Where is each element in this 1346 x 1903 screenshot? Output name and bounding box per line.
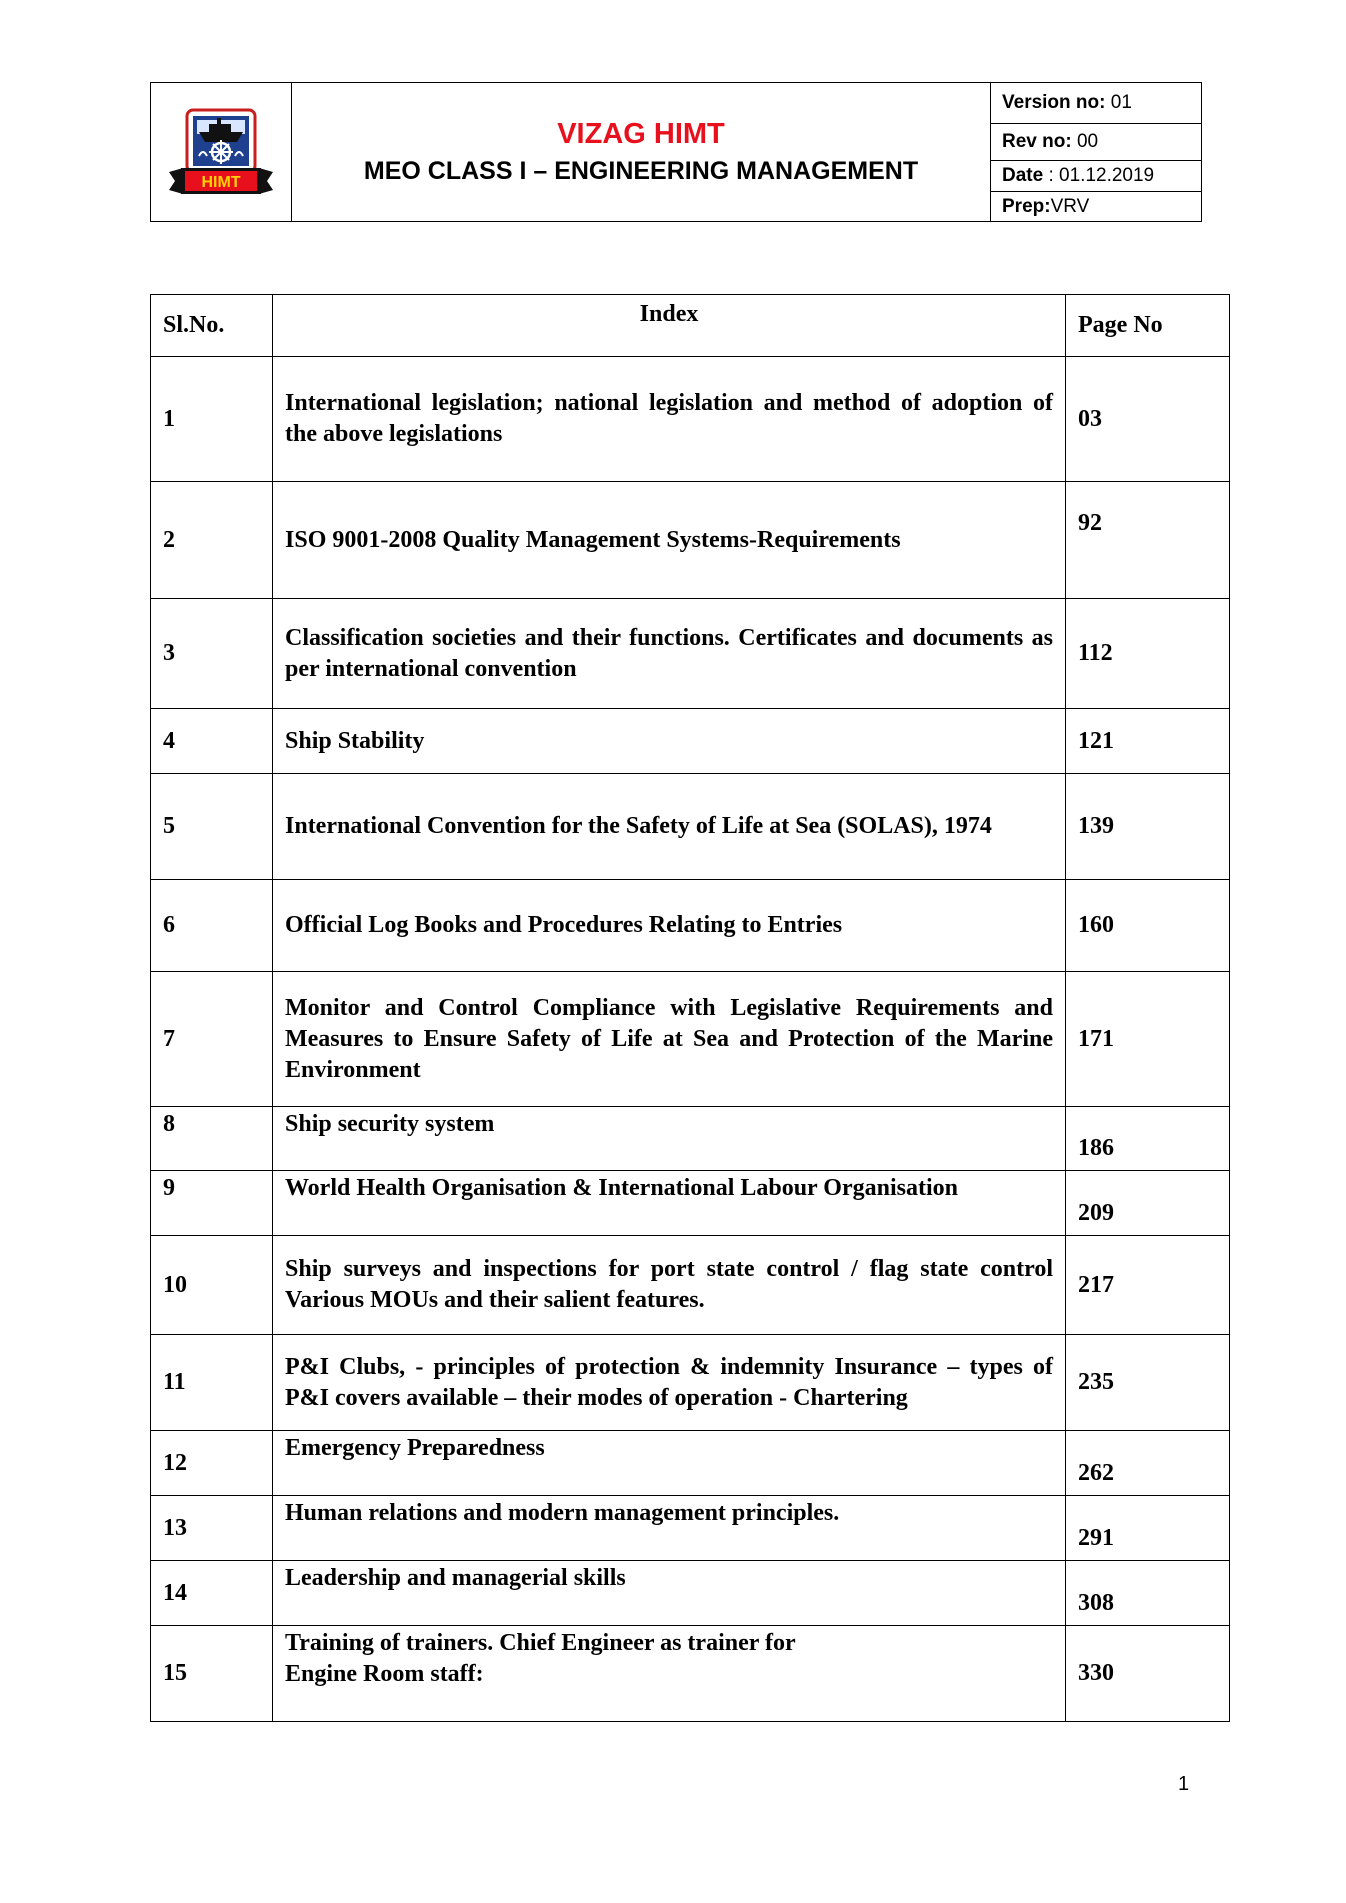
table-row: [151, 1107, 1230, 1171]
rev-row: [991, 124, 1201, 160]
row-title-line2: Engine Room staff:: [285, 1661, 484, 1687]
table-row: [151, 709, 1230, 774]
row-title-line1: Training of trainers. Chief Engineer as trainer for: [285, 1630, 796, 1656]
row-sl: 4: [151, 709, 273, 774]
row-sl: 13: [151, 1496, 273, 1561]
row-page: 139: [1066, 774, 1230, 880]
header-sl-no: Sl.No.: [151, 295, 273, 357]
row-title[interactable]: Classification societies and their functions. Certificates and documents as per international convention: [273, 599, 1066, 709]
row-title[interactable]: [273, 1626, 1066, 1722]
row-page: 291: [1066, 1496, 1230, 1561]
table-row: [151, 774, 1230, 880]
page-number: 1: [1178, 1773, 1190, 1795]
document-header: [150, 82, 1202, 222]
header-index: Index: [273, 295, 1066, 357]
table-row: [151, 1496, 1230, 1561]
table-header-row: [151, 295, 1230, 357]
date-label: Date: [1002, 164, 1044, 186]
table-row: [151, 880, 1230, 972]
row-sl: 9: [151, 1171, 273, 1236]
table-row: [151, 1236, 1230, 1335]
header-titles: [292, 83, 990, 221]
row-page: 03: [1066, 357, 1230, 482]
row-title[interactable]: International legislation; national legislation and method of adoption of the above legislations: [273, 357, 1066, 482]
row-sl: 10: [151, 1236, 273, 1335]
row-sl: 1: [151, 357, 273, 482]
logo-cell: [151, 83, 292, 221]
row-page: 308: [1066, 1561, 1230, 1626]
row-page: 235: [1066, 1335, 1230, 1431]
row-page: 330: [1066, 1626, 1230, 1722]
row-title[interactable]: Human relations and modern management principles.: [273, 1496, 1066, 1561]
table-row: [151, 1335, 1230, 1431]
header-page-no: Page No: [1066, 295, 1230, 357]
date-value: : 01.12.2019: [1048, 164, 1155, 186]
row-title[interactable]: Monitor and Control Compliance with Legislative Requirements and Measures to Ensure Safety of Life at Sea and Protection of the Marine Environment: [273, 972, 1066, 1107]
table-row: [151, 1626, 1230, 1722]
row-sl: 2: [151, 482, 273, 599]
row-page: 186: [1066, 1107, 1230, 1171]
table-row: [151, 599, 1230, 709]
row-title[interactable]: Official Log Books and Procedures Relating to Entries: [273, 880, 1066, 972]
version-value: 01: [1110, 92, 1132, 114]
logo-text: HIMT: [201, 174, 241, 191]
rev-value: 00: [1076, 130, 1099, 152]
row-page: 171: [1066, 972, 1230, 1107]
row-title[interactable]: ISO 9001-2008 Quality Management Systems-Requirements: [273, 482, 1066, 599]
table-row: [151, 1171, 1230, 1236]
row-sl: 6: [151, 880, 273, 972]
himt-logo-icon: [163, 102, 279, 202]
row-page: 160: [1066, 880, 1230, 972]
table-row: [151, 357, 1230, 482]
row-title[interactable]: International Convention for the Safety of Life at Sea (SOLAS), 1974: [273, 774, 1066, 880]
row-title[interactable]: Ship surveys and inspections for port state control / flag state control Various MOUs and their salient features.: [273, 1236, 1066, 1335]
date-row: [991, 161, 1201, 193]
row-page: 121: [1066, 709, 1230, 774]
row-page: 92: [1066, 482, 1230, 599]
row-sl: 12: [151, 1431, 273, 1496]
row-title[interactable]: Ship security system: [273, 1107, 1066, 1171]
version-row: [991, 83, 1201, 124]
table-row: [151, 972, 1230, 1107]
row-sl: 7: [151, 972, 273, 1107]
row-sl: 3: [151, 599, 273, 709]
table-row: [151, 1561, 1230, 1626]
rev-label: Rev no:: [1002, 130, 1072, 152]
row-title[interactable]: Leadership and managerial skills: [273, 1561, 1066, 1626]
row-title[interactable]: Ship Stability: [273, 709, 1066, 774]
row-sl: 11: [151, 1335, 273, 1431]
table-row: [151, 1431, 1230, 1496]
row-sl: 14: [151, 1561, 273, 1626]
row-page: 209: [1066, 1171, 1230, 1236]
document-meta: [990, 83, 1201, 221]
row-sl: 5: [151, 774, 273, 880]
row-page: 112: [1066, 599, 1230, 709]
row-title[interactable]: Emergency Preparedness: [273, 1431, 1066, 1496]
row-page: 217: [1066, 1236, 1230, 1335]
course-title: MEO CLASS I – ENGINEERING MANAGEMENT: [363, 157, 919, 185]
prep-value: VRV: [1050, 195, 1090, 217]
index-table: [150, 294, 1230, 1722]
prep-label: Prep:: [1002, 195, 1051, 217]
row-title[interactable]: World Health Organisation & International Labour Organisation: [273, 1171, 1066, 1236]
row-page: 262: [1066, 1431, 1230, 1496]
table-row: [151, 482, 1230, 599]
version-label: Version no:: [1002, 92, 1106, 114]
row-sl: 15: [151, 1626, 273, 1722]
row-sl: 8: [151, 1107, 273, 1171]
row-title[interactable]: P&I Clubs, - principles of protection & indemnity Insurance – types of P&I covers available – their modes of operation - Chartering: [273, 1335, 1066, 1431]
org-title: VIZAG HIMT: [557, 118, 725, 150]
prep-row: [991, 192, 1201, 221]
